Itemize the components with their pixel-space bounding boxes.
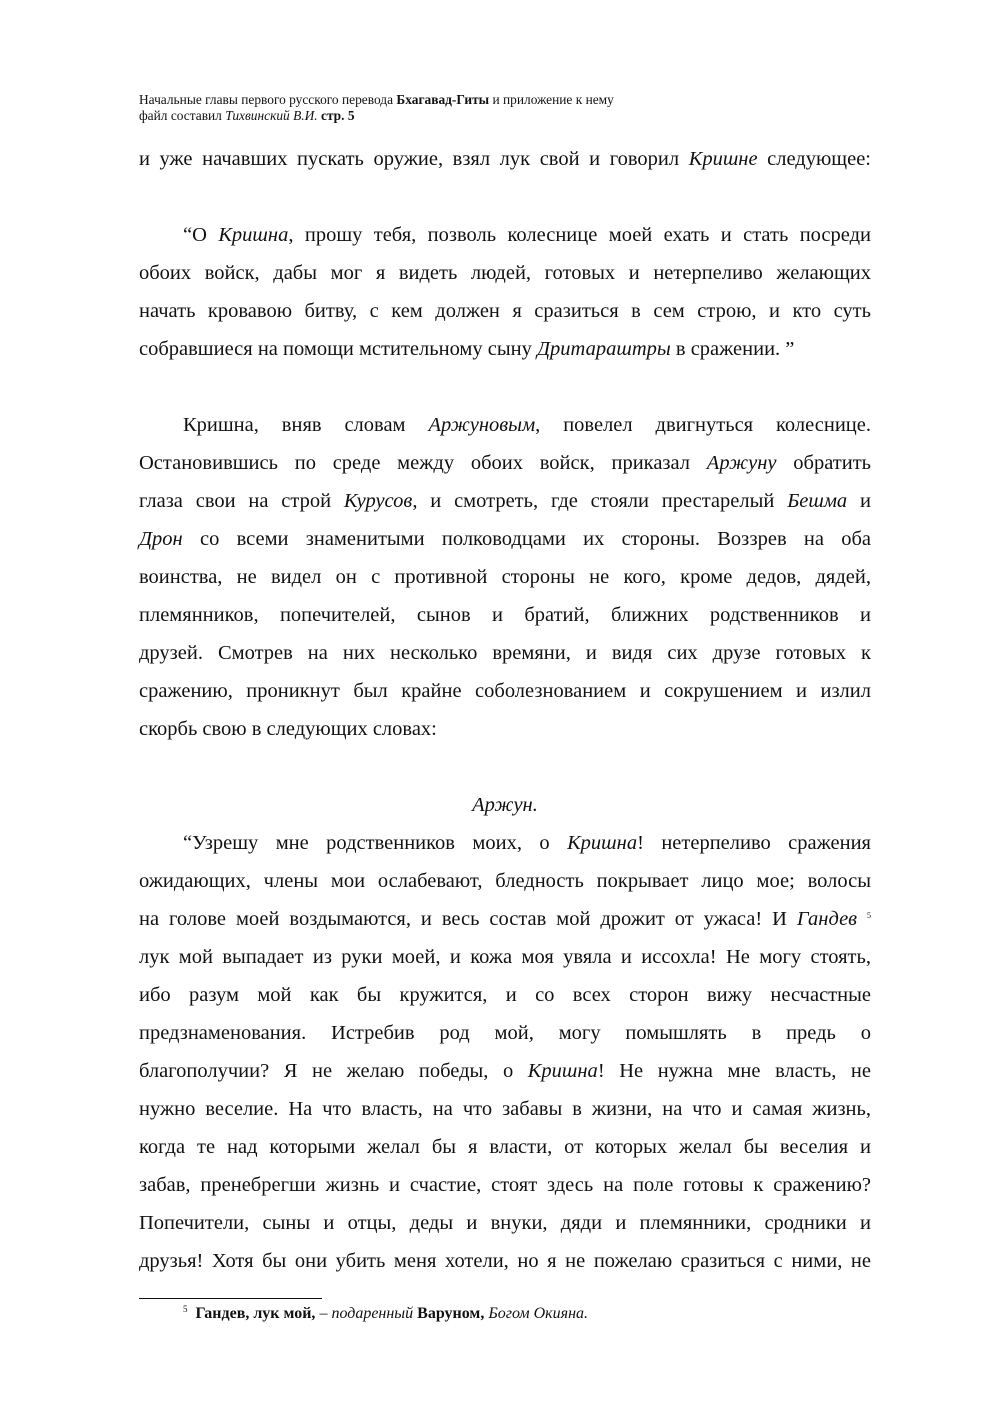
paragraph (139, 824, 871, 1280)
text-line: на голове моей воздымаются, и весь состав мой дрожит от ужаса! И Гандев $^5$ (139, 908, 872, 930)
text-line: благополучии? Я не желаю победы, о Кришна! Не нужна мне власть, не (139, 1060, 871, 1082)
text-line: Остановившись по среде между обоих войск, приказал Аржуну обратить (139, 452, 871, 474)
text-line: когда те над которыми желал бы я власти, от которых желал бы веселия и (139, 1136, 871, 1158)
speaker-heading: Аржун. (472, 794, 538, 816)
text-line: ибо разум мой как бы кружится, и со всех сторон вижу несчастные (139, 984, 871, 1006)
paragraph-gap (139, 178, 871, 216)
text-line: начать кровавою битву, с кем должен я сразиться в сем строю, и кто суть (139, 300, 871, 322)
text-line: Кришна, вняв словам Аржуновым, повелел двигнуться колеснице. (183, 414, 871, 436)
text-line: предзнаменования. Истребив род мой, могу помышлять в предь о (139, 1022, 871, 1044)
running-header (139, 92, 879, 124)
paragraph (139, 216, 871, 368)
page-body (139, 140, 871, 1280)
footnote-separator (139, 1298, 322, 1299)
paragraph-gap (139, 748, 871, 786)
text-line: “Узрешу мне родственников моих, о Кришна! нетерпеливо сражения (183, 832, 871, 854)
text-line: обоих войск, дабы мог я видеть людей, готовых и нетерпеливо желающих (139, 262, 871, 284)
text-line: племянников, попечителей, сынов и братий, ближних родственников и (139, 604, 871, 626)
header-line-2: файл составил Тихвинский В.И. стр. 5 (139, 108, 355, 123)
text-line: забав, пренебрегши жизнь и счастие, стоят здесь на поле готовы к сражению? (139, 1174, 871, 1196)
paragraph-gap (139, 368, 871, 406)
text-line: сражению, проникнут был крайне соболезнованием и сокрушением и излил (139, 680, 871, 702)
header-line-1: Начальные главы первого русского перевода Бхагавад-Гиты и приложение к нему (139, 92, 614, 107)
paragraph (139, 406, 871, 748)
text-line: собравшиеся на помощи мстительному сыну Дритараштры в сражении. ” (139, 338, 795, 360)
text-line: Попечители, сыны и отцы, деды и внуки, дяди и племянники, сродники и (139, 1212, 871, 1234)
text-line: Дрон со всеми знаменитыми полководцами их стороны. Воззрев на оба (139, 528, 871, 550)
text-line: глаза свои на строй Курусов, и смотреть, где стояли престарелый Бешма и (139, 490, 871, 512)
header-book-title: Бхагавад-Гиты (396, 92, 490, 107)
text-line: и уже начавших пускать оружие, взял лук свой и говорил Кришне следующее: (139, 148, 871, 170)
text-line: лук мой выпадает из руки моей, и кожа моя увяла и иссохла! Не могу стоять, (139, 946, 871, 968)
footnote-number: 5 (183, 1304, 188, 1314)
text-line: нужно веселие. На что власть, на что забавы в жизни, на что и самая жизнь, (139, 1098, 871, 1120)
text-line: воинства, не видел он с противной стороны не кого, кроме дедов, дядей, (139, 566, 871, 588)
header-compiler: Тихвинский В.И. (225, 108, 318, 123)
text-line: ожидающих, члены мои ослабевают, бледность покрывает лицо мое; волосы (139, 870, 871, 892)
text-line: скорбь свою в следующих словах: (139, 718, 437, 740)
footnote-reference[interactable]: 5 (867, 911, 872, 920)
text-line: друзья! Хотя бы они убить меня хотели, но я не пожелаю сразиться с ними, не (139, 1250, 871, 1272)
text-line: друзей. Смотрев на них несколько времяни, и видя сих друзе готовых к (139, 642, 871, 664)
footnote: $^5$ Гандев, лук мой, – подаренный Варуном, Богом Окияна. (183, 1304, 589, 1322)
header-page-number: стр. 5 (321, 108, 355, 123)
text-line: “О Кришна, прошу тебя, позволь колеснице моей ехать и стать посреди (183, 224, 872, 246)
